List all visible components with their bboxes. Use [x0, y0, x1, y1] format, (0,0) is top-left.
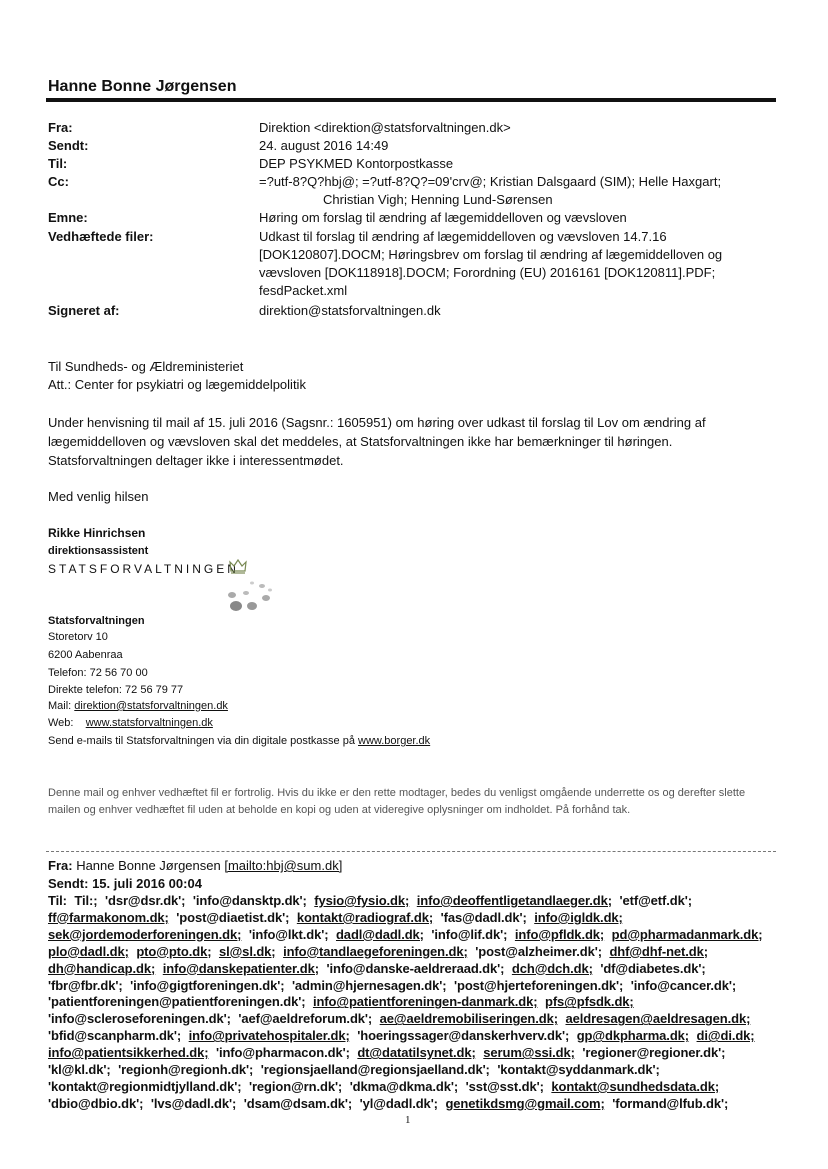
fwd-recipient[interactable]: di@di.dk;: [696, 1028, 755, 1044]
fwd-recipient[interactable]: ae@aeldremobiliseringen.dk;: [379, 1011, 558, 1027]
fwd-recipient: 'kl@kl.dk';: [48, 1062, 111, 1078]
org-street: Storetorv 10: [48, 631, 108, 643]
fwd-to-prefix: Til:;: [74, 893, 98, 908]
logo-wordmark: STATSFORVALTNINGEN: [48, 562, 239, 576]
fwd-recipient: 'info@danske-aeldreraad.dk';: [326, 960, 505, 976]
fwd-recipient[interactable]: fysio@fysio.dk;: [314, 893, 410, 908]
fwd-recipient[interactable]: plo@dadl.dk;: [48, 943, 129, 959]
crown-icon: [228, 557, 248, 575]
fwd-recipient: 'dbio@dbio.dk';: [48, 1095, 144, 1111]
fwd-recipient[interactable]: info@pfldk.dk;: [514, 926, 605, 942]
fwd-recipient: 'info@cancer.dk';: [630, 977, 737, 993]
fwd-recipient[interactable]: sl@sl.dk;: [218, 943, 276, 959]
fwd-to-block: [48, 893, 783, 1113]
fwd-recipient: 'fbr@fbr.dk';: [48, 977, 123, 993]
fwd-recipient[interactable]: kontakt@radiograf.dk;: [296, 909, 434, 925]
fwd-recipient[interactable]: pto@pto.dk;: [136, 943, 212, 959]
org-direct-phone: Direkte telefon: 72 56 79 77: [48, 684, 184, 696]
fwd-recipient: 'admin@hjernesagen.dk';: [291, 977, 447, 993]
fwd-recipient: 'lvs@dadl.dk';: [150, 1095, 237, 1111]
org-city: 6200 Aabenraa: [48, 649, 123, 661]
org-name: Statsforvaltningen: [48, 615, 145, 627]
org-phone: Telefon: 72 56 70 00: [48, 667, 148, 679]
fwd-recipient[interactable]: aeldresagen@aeldresagen.dk;: [565, 1011, 751, 1027]
closing: Med venlig hilsen: [48, 489, 149, 504]
fwd-recipient[interactable]: serum@ssi.dk;: [483, 1045, 575, 1061]
fwd-recipient[interactable]: sek@jordemoderforeningen.dk;: [48, 926, 242, 942]
fwd-sent-row: [48, 876, 783, 893]
fwd-recipients: [48, 893, 783, 1113]
sent-label: Sendt:: [48, 138, 89, 153]
org-mail-row: [48, 700, 228, 712]
to-value: DEP PSYKMED Kontorpostkasse: [259, 156, 454, 171]
fwd-recipient: 'hoeringssager@danskerhverv.dk';: [357, 1028, 570, 1044]
signature-role: direktionsassistent: [48, 545, 149, 557]
recipient-line-1: Til Sundheds- og Ældreministeriet: [48, 359, 244, 374]
fwd-recipient: 'info@gigtforeningen.dk';: [130, 977, 285, 993]
fwd-recipient: 'dsam@dsam.dk';: [243, 1095, 353, 1111]
fwd-recipient: 'post@diaetist.dk';: [176, 909, 290, 925]
fwd-recipient[interactable]: kontakt@sundhedsdata.dk;: [551, 1078, 720, 1094]
fwd-recipient: 'kontakt@syddanmark.dk';: [497, 1062, 660, 1078]
eboks-text: Send e-mails til Statsforvaltningen via din digitale postkasse på: [48, 735, 355, 747]
web-label: Web:: [48, 717, 74, 729]
fwd-recipient: 'info@pharmacon.dk';: [215, 1045, 350, 1061]
fwd-mailto-link[interactable]: [mailto:hbj@sum.dk]: [224, 858, 343, 873]
fwd-recipient[interactable]: dadl@dadl.dk;: [335, 926, 424, 942]
org-web-row: [48, 717, 213, 729]
fwd-recipient: 'region@rn.dk';: [248, 1078, 343, 1094]
disclaimer: Denne mail og enhver vedhæftet fil er fortrolig. Hvis du ikke er den rette modtager, bedes du venligst omgående underrette os og derefter slette mailen og enhver vedhæftet fil uden at beholde en kopi og uden at videregive oplysninger om indholdet. På forhånd tak.: [48, 787, 746, 816]
fwd-recipient: 'fas@dadl.dk';: [440, 909, 527, 925]
fwd-to-label: Til:: [48, 893, 67, 908]
fwd-recipient: 'info@lkt.dk';: [248, 926, 329, 942]
fwd-recipient: 'kontakt@regionmidtjylland.dk';: [48, 1078, 242, 1094]
cc-value-line2: Christian Vigh; Henning Lund-Sørensen: [323, 192, 553, 207]
fwd-recipient[interactable]: pfs@pfsdk.dk;: [544, 994, 634, 1010]
signature-name-text: Rikke Hinrichsen: [48, 526, 146, 540]
fwd-recipient: 'dsr@dsr.dk';: [104, 893, 186, 908]
to-label: Til:: [48, 156, 68, 171]
fwd-recipient[interactable]: info@privatehospitaler.dk;: [188, 1028, 350, 1044]
attachments-value[interactable]: Udkast til forslag til ændring af lægemiddelloven og vævsloven 14.7.16 [DOK120807].DOCM; Høringsbrev om forslag til ændring af lægemiddelloven og vævsloven [DOK118918].DOCM; Forordning (EU) 2016161 [DOK120811].PDF; fesdPacket.xml: [259, 229, 723, 298]
signed-by-label: Signeret af:: [48, 303, 120, 318]
fwd-recipient[interactable]: dhf@dhf-net.dk;: [609, 943, 708, 959]
fwd-recipient[interactable]: info@patientforeningen-danmark.dk;: [312, 994, 538, 1010]
fwd-recipient[interactable]: info@igldk.dk;: [534, 909, 623, 925]
fwd-recipient[interactable]: info@danskepatienter.dk;: [162, 960, 319, 976]
fwd-recipient: 'etf@etf.dk';: [619, 893, 692, 908]
fwd-recipient[interactable]: ff@farmakonom.dk;: [48, 909, 169, 925]
fwd-recipient: 'df@diabetes.dk';: [600, 960, 706, 976]
page-number: 1: [405, 1114, 411, 1126]
forward-divider: [46, 851, 776, 852]
cc-value: =?utf-8?Q?hbj@; =?utf-8?Q?=09'crv@; Kristian Dalsgaard (SIM); Helle Haxgart;: [259, 174, 722, 189]
fwd-recipient: 'bfid@scanpharm.dk';: [48, 1028, 182, 1044]
recipient-line-2: Att.: Center for psykiatri og lægemiddelpolitik: [48, 377, 306, 392]
fwd-recipient: 'regioner@regioner.dk';: [582, 1045, 726, 1061]
body-paragraph: Under henvisning til mail af 15. juli 2016 (Sagsnr.: 1605951) om høring over udkast til forslag til Lov om ændring af lægemiddelloven og vævsloven skal det meddeles, at Statsforvaltningen ikke har bemærkninger til høringen. Statsforvaltningen deltager ikke i interessentmødet.: [48, 415, 706, 468]
fwd-recipient: 'sst@sst.dk';: [465, 1078, 544, 1094]
borger-link[interactable]: www.borger.dk: [358, 735, 431, 747]
fwd-recipient[interactable]: gp@dkpharma.dk;: [576, 1028, 690, 1044]
sent-value: 24. august 2016 14:49: [259, 138, 389, 153]
from-label: Fra:: [48, 120, 73, 135]
from-value: Direktion <direktion@statsforvaltningen.dk>: [259, 120, 511, 135]
fwd-recipient: 'dkma@dkma.dk';: [349, 1078, 459, 1094]
signed-by-value: direktion@statsforvaltningen.dk: [259, 303, 441, 318]
fwd-recipient[interactable]: info@tandlaegeforeningen.dk;: [283, 943, 468, 959]
eboks-row: [48, 735, 430, 747]
fwd-from-row: [48, 858, 783, 875]
signature-name: [48, 526, 145, 540]
cc-label: Cc:: [48, 174, 69, 189]
fwd-recipient: 'yl@dadl.dk';: [359, 1095, 438, 1111]
subject-value: Høring om forslag til ændring af lægemiddelloven og vævsloven: [259, 210, 627, 225]
attachments-label: Vedhæftede filer:: [48, 229, 154, 244]
title-divider: [46, 98, 776, 102]
fwd-recipient: 'regionsjaelland@regionsjaelland.dk';: [260, 1062, 490, 1078]
fwd-recipient[interactable]: info@deoffentligetandlaeger.dk;: [416, 893, 612, 908]
fwd-from-label: Fra:: [48, 858, 73, 873]
fwd-recipient[interactable]: info@patientsikkerhed.dk;: [48, 1045, 209, 1061]
fwd-sent-label: Sendt:: [48, 876, 89, 891]
fwd-recipient: 'info@scleroseforeningen.dk';: [48, 1011, 231, 1027]
sender-name: Hanne Bonne Jørgensen: [48, 78, 237, 95]
fwd-recipient: 'info@dansktp.dk';: [192, 893, 307, 908]
fwd-recipient: 'aef@aeldreforum.dk';: [238, 1011, 373, 1027]
fwd-recipient: 'info@lif.dk';: [431, 926, 508, 942]
fwd-recipient[interactable]: pd@pharmadanmark.dk;: [611, 926, 763, 942]
fwd-sent-value: 15. juli 2016 00:04: [92, 876, 202, 891]
fwd-recipient[interactable]: dt@datatilsynet.dk;: [357, 1045, 476, 1061]
fwd-recipient: 'post@hjerteforeningen.dk';: [454, 977, 624, 993]
logo-dots-icon: [222, 580, 278, 614]
fwd-recipient[interactable]: dh@handicap.dk;: [48, 960, 156, 976]
subject-label: Emne:: [48, 210, 88, 225]
fwd-recipient[interactable]: genetikdsmg@gmail.com;: [445, 1095, 605, 1111]
mail-link[interactable]: direktion@statsforvaltningen.dk: [74, 700, 228, 712]
fwd-recipient: 'post@alzheimer.dk';: [475, 943, 602, 959]
mail-label: Mail:: [48, 700, 72, 712]
web-link[interactable]: www.statsforvaltningen.dk: [85, 717, 213, 729]
fwd-recipient: 'regionh@regionh.dk';: [118, 1062, 254, 1078]
fwd-recipient[interactable]: dch@dch.dk;: [511, 960, 593, 976]
fwd-from-name: Hanne Bonne Jørgensen: [76, 858, 221, 873]
fwd-recipient: 'formand@lfub.dk';: [612, 1095, 729, 1111]
fwd-recipient: 'patientforeningen@patientforeningen.dk';: [48, 994, 306, 1010]
